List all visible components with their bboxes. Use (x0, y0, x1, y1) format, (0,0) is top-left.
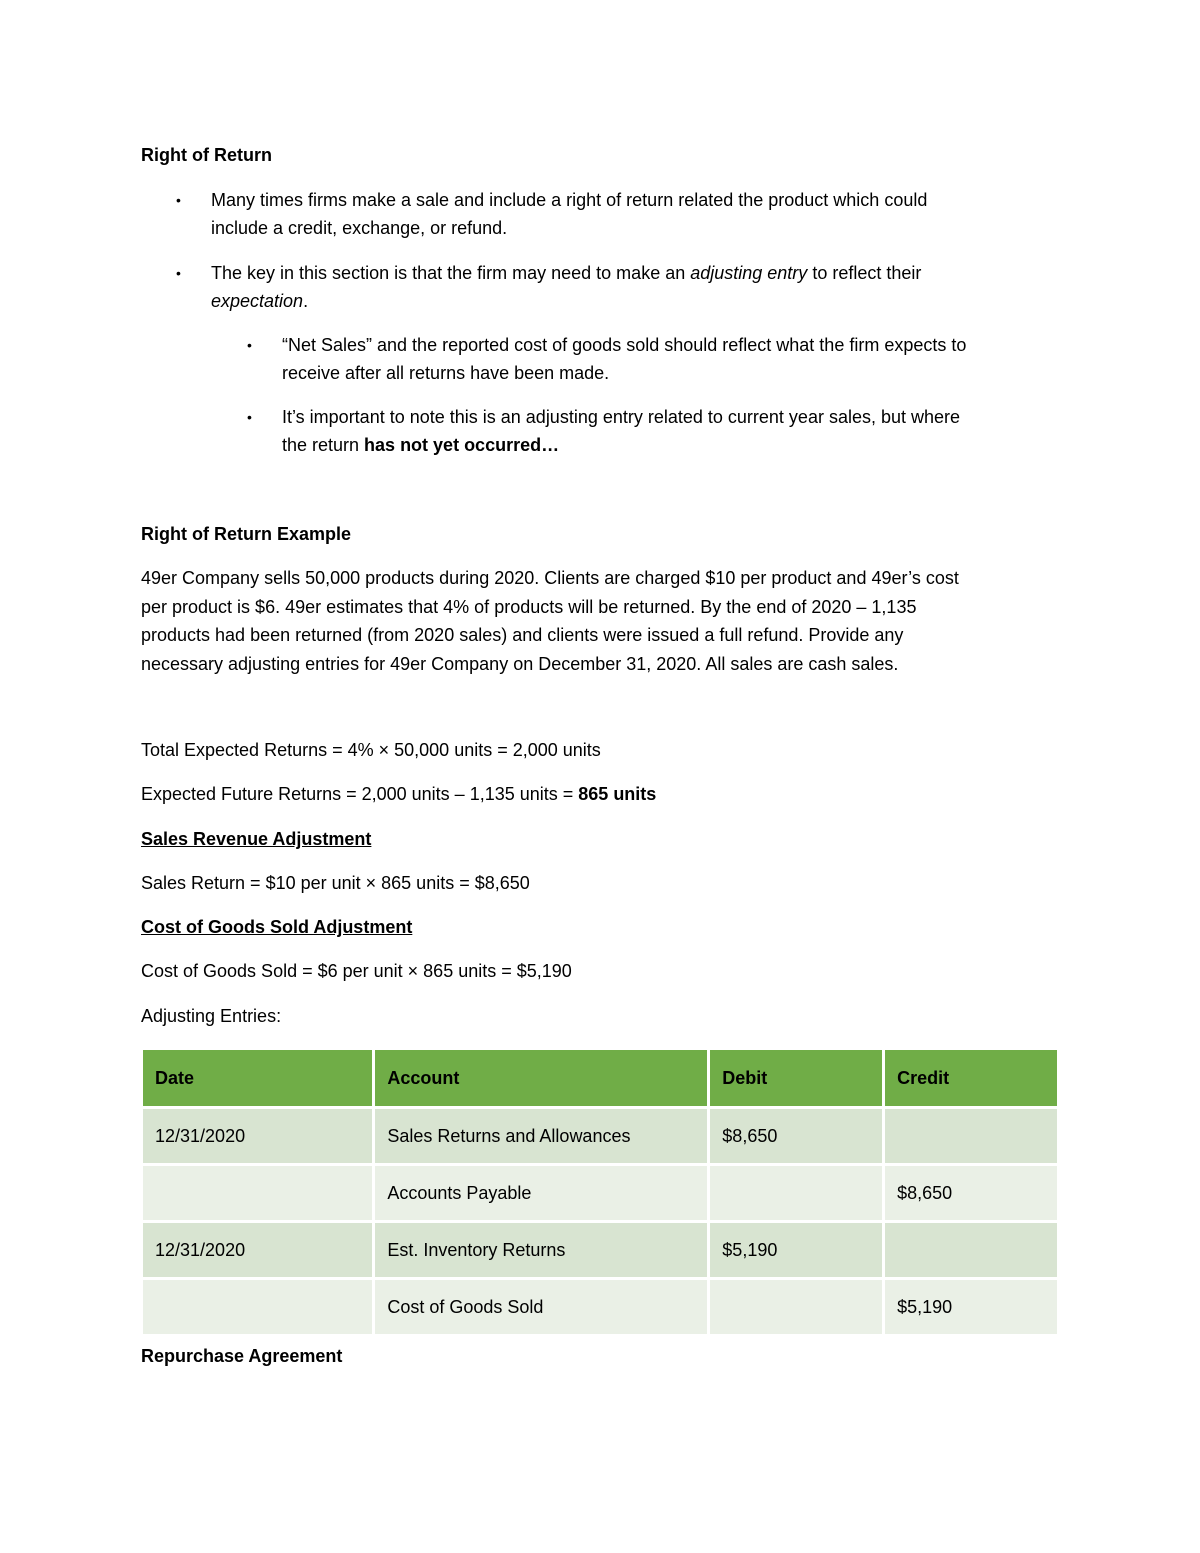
bullet-text-line: include a credit, exchange, or refund. (211, 218, 508, 238)
bullet-item (211, 186, 927, 242)
header-date: Date (143, 1050, 372, 1106)
bullet-text-line: Many times firms make a sale and include a right of return related the product which could (211, 190, 928, 210)
cell-date: 12/31/2020 (143, 1223, 372, 1277)
paragraph-line: necessary adjusting entries for 49er Company on December 31, 2020. All sales are cash sales. (141, 653, 899, 674)
cell-account: Sales Returns and Allowances (375, 1109, 707, 1163)
sales-return-calc: Sales Return = $10 per unit × 865 units = $8,650 (141, 873, 530, 893)
subbullet-item (282, 331, 966, 387)
subbullet-item (282, 403, 960, 459)
cell-account: Accounts Payable (375, 1166, 707, 1220)
cell-account: Est. Inventory Returns (375, 1223, 707, 1277)
adjusting-entries-table (140, 1047, 1060, 1337)
emphasis-text: adjusting entry (690, 263, 808, 283)
section-title-repurchase: Repurchase Agreement (141, 1346, 343, 1366)
cogs-adjustment-title: Cost of Goods Sold Adjustment (141, 917, 413, 937)
table-row (143, 1280, 1057, 1334)
section-title-right-of-return: Right of Return (141, 145, 272, 165)
bullet-text: . (303, 291, 309, 311)
bullet-text: the return (282, 435, 365, 455)
header-credit: Credit (885, 1050, 1057, 1106)
bullet-item (211, 259, 921, 315)
bold-text: 865 units (578, 784, 657, 804)
header-debit: Debit (710, 1050, 882, 1106)
cell-credit: $5,190 (885, 1280, 1057, 1334)
header-account: Account (375, 1050, 707, 1106)
cell-account: Cost of Goods Sold (375, 1280, 707, 1334)
calc-text: Expected Future Returns = 2,000 units – 1,135 units = (141, 784, 579, 804)
cell-debit (710, 1166, 882, 1220)
table-row (143, 1166, 1057, 1220)
cell-date: 12/31/2020 (143, 1109, 372, 1163)
adjusting-entries-label: Adjusting Entries: (141, 1006, 282, 1026)
cell-date (143, 1166, 372, 1220)
table-header-row (143, 1050, 1057, 1106)
bullet-text-line (282, 431, 960, 459)
sales-revenue-adjustment-title: Sales Revenue Adjustment (141, 829, 372, 849)
bullet-text-line: “Net Sales” and the reported cost of goods sold should reflect what the firm expects to (282, 335, 967, 355)
cell-debit: $8,650 (710, 1109, 882, 1163)
table-row (143, 1223, 1057, 1277)
total-expected-returns: Total Expected Returns = 4% × 50,000 units = 2,000 units (141, 740, 601, 760)
bullet-text: The key in this section is that the firm may need to make an (211, 263, 691, 283)
section-title-example: Right of Return Example (141, 524, 352, 544)
paragraph-line: per product is $6. 49er estimates that 4% of products will be returned. By the end of 2020 – 1,135 (141, 596, 917, 617)
expected-future-returns (141, 784, 656, 805)
cell-credit (885, 1109, 1057, 1163)
bullet-icon: • (247, 409, 252, 425)
example-paragraph (141, 564, 959, 678)
bullet-text-line: receive after all returns have been made. (282, 363, 610, 383)
bullet-text-line (211, 259, 921, 287)
table-row (143, 1109, 1057, 1163)
bullet-text-line: It’s important to note this is an adjusting entry related to current year sales, but where (282, 407, 961, 427)
bold-text: has not yet occurred… (364, 435, 560, 455)
bullet-text: to reflect their (807, 263, 922, 283)
cell-date (143, 1280, 372, 1334)
bullet-icon: • (176, 265, 181, 281)
cell-debit (710, 1280, 882, 1334)
emphasis-text: expectation (211, 291, 304, 311)
paragraph-line: products had been returned (from 2020 sales) and clients were issued a full refund. Provide any (141, 625, 904, 645)
paragraph-line: 49er Company sells 50,000 products during 2020. Clients are charged $10 per product and 49er’s cost (141, 568, 959, 588)
bullet-icon: • (247, 337, 252, 353)
bullet-icon: • (176, 192, 181, 208)
cogs-calc: Cost of Goods Sold = $6 per unit × 865 units = $5,190 (141, 961, 572, 981)
cell-credit: $8,650 (885, 1166, 1057, 1220)
bullet-text-line (211, 287, 921, 315)
cell-debit: $5,190 (710, 1223, 882, 1277)
cell-credit (885, 1223, 1057, 1277)
